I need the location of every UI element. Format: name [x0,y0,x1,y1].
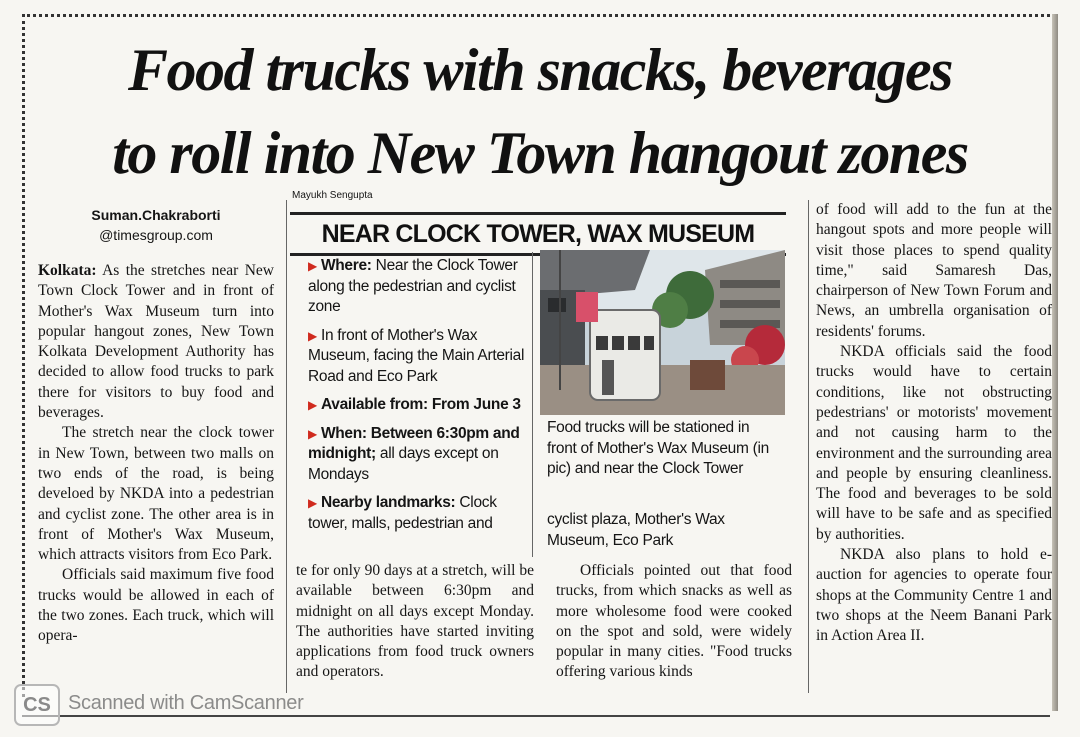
camscanner-logo-icon: CS [14,684,60,726]
article-paragraph: Officials said maximum five food trucks would be allowed in each of the two zones. Each truck, which will opera- [38,566,274,645]
byline-email: @timesgroup.com [99,227,213,243]
arrow-icon: ▶ [308,328,317,343]
article-lead-text: As the stretches near New Town Clock Tower and in front of Mother's Wax Museum turn into popular hangout zones, New Town Kolkata Development Authority has decided to allow food trucks to park there for visitors to buy food and beverages. [38,262,274,422]
factbox-item-location: ▶ In front of Mother's Wax Museum, facing the Main Arterial Road and Eco Park [308,326,525,385]
factbox [294,252,533,557]
scan-watermark: Scanned with CamScanner [68,692,304,714]
column-divider [286,200,287,693]
column-divider [808,200,809,693]
factbox-heading: NEAR CLOCK TOWER, WAX MUSEUM [290,212,786,256]
byline-author: Suman.Chakraborti [91,207,221,223]
article-paragraph [38,261,274,423]
article-paragraph: Officials pointed out that food trucks, from which snacks as well as more wholesome food were cooked on the spot and sold, were widely popular in many cities. "Food trucks offering various kinds [556,562,792,681]
article-column-3 [556,561,792,683]
headline-line-1: Food trucks with snacks, beverages [127,37,953,103]
factbox-item-where: ▶ Where: Near the Clock Tower along the pedestrian and cyclist zone [308,257,518,315]
photo-credit: Mayukh Sengupta [292,190,373,201]
news-photo [540,250,785,415]
page-border-bottom [22,715,1050,717]
arrow-icon: ▶ [308,426,317,441]
article-paragraph: of food will add to the fun at the hangout spots and more people will visit those places to spend quality time," said Samaresh Das, chairperson of New Town Forum and News, an umbrella organisation of residents' forums. [816,201,1052,340]
arrow-icon: ▶ [308,259,317,273]
arrow-icon: ▶ [308,398,317,412]
article-paragraph: NKDA officials said the food trucks would have to certain conditions, like not obstructing pedestrians' or motorists' movement and not causing harm to the environment and the surrounding area and people by ensuring cleanliness. The food and beverages to be sold will have to be safe and as specified by authorities. [816,343,1052,543]
byline [40,205,272,245]
article-column-5 [816,200,1052,647]
article-paragraph: te for only 90 days at a stretch, will be available between 6:30pm and midnight on all days except Monday. The authorities have started inviting applications from food truck owners and operators. [296,562,534,681]
headline-line-2: to roll into New Town hangout zones [112,120,968,186]
factbox-item-landmarks: ▶ Nearby landmarks: Clock tower, malls, pedestrian and [308,494,497,532]
article-column-2 [296,561,534,683]
page-border-right [1052,14,1058,711]
article-column-1 [38,261,274,647]
photo-caption: Food trucks will be stationed in front of Mother's Wax Museum (in pic) and near the Clock Tower [547,419,769,477]
dateline: Kolkata: [38,262,97,279]
page-border-top [22,14,1050,17]
arrow-icon: ▶ [308,496,317,510]
page-border-left [22,14,25,697]
factbox-item-available: ▶ Available from: From June 3 [308,396,521,413]
factbox-item-when: ▶ When: Between 6:30pm and midnight; all days except on Mondays [308,424,520,483]
article-paragraph: The stretch near the clock tower in New Town, between two malls on two ends of the road, is being develoed by NKDA into a pedestrian and cyclist zone. The other area is in front of Mother's Wax Museum, which attracts visitors from Eco Park. [38,424,274,564]
museum-street-illustration [540,250,785,415]
photo-caption-continued: cyclist plaza, Mother's Wax Museum, Eco Park [547,511,725,549]
article-paragraph: NKDA also plans to hold e-auction for agencies to operate four shops at the Community Centre 1 and two shops at the Neem Banani Park in Action Area II. [816,546,1052,645]
